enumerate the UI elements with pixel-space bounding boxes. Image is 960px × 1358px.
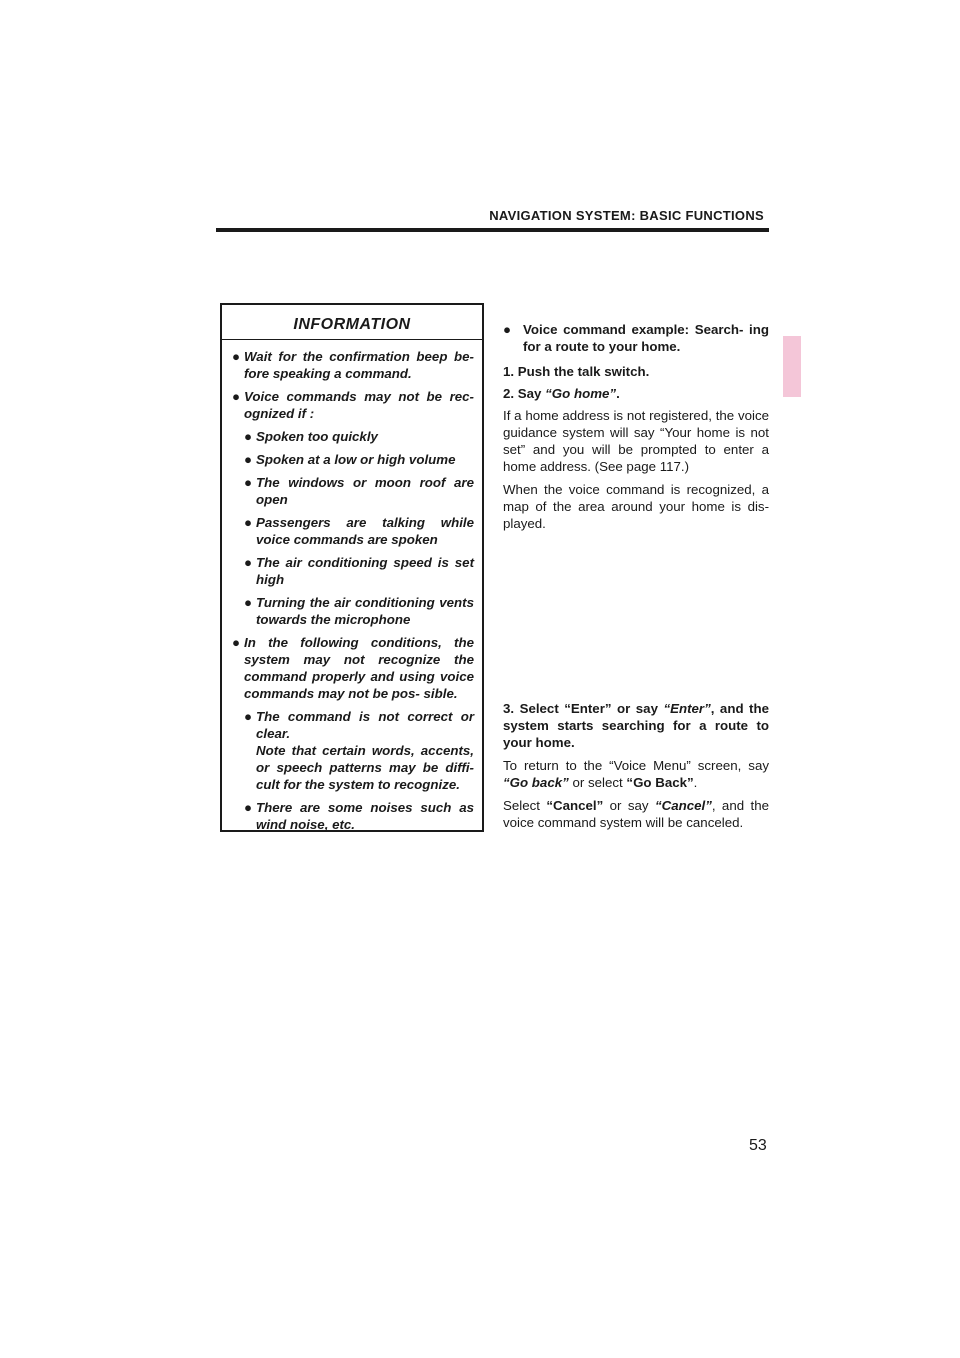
step-2-suffix: . — [616, 386, 620, 401]
bullet-icon: ● — [244, 709, 253, 724]
home-not-set-paragraph: If a home address is not registered, the voice guidance system will say “Your home is not set” and you will be prompted to enter a home address. (See page 117.) — [503, 408, 769, 474]
bullet-icon: ● — [232, 635, 241, 650]
information-title: INFORMATION — [293, 316, 411, 333]
info-subitem-text: Turning the air conditioning vents towards the microphone — [256, 595, 474, 627]
bullet-icon: ● — [503, 322, 512, 337]
recognized-paragraph: When the voice command is recognized, a map of the area around your home is dis- played. — [503, 482, 769, 531]
go-back-mid: or select — [568, 775, 627, 790]
bullet-icon: ● — [244, 452, 253, 467]
info-subitem-text: Passengers are talking while voice commands are spoken — [256, 515, 474, 547]
info-sublist — [244, 428, 474, 628]
step-2 — [503, 385, 769, 402]
step-3-suffix: , and the system starts searching for a route to your home. — [503, 701, 769, 750]
bullet-icon: ● — [244, 515, 253, 530]
step-3-prefix: 3. Select “Enter” or say — [503, 701, 664, 716]
step-2-prefix: 2. Say — [503, 386, 546, 401]
info-note: Note that certain words, accents, or speech patterns may be diffi- cult for the system to recognize. — [256, 743, 474, 792]
example-heading — [503, 321, 769, 355]
go-back-button-label: “Go Back” — [626, 775, 694, 790]
info-subitem-text: Spoken too quickly — [256, 429, 378, 444]
cancel-button-label: “Cancel” — [546, 798, 604, 813]
info-subitem-text: There are some noises such as wind noise, etc. — [256, 800, 474, 832]
cancel-paragraph — [503, 797, 769, 831]
go-back-paragraph — [503, 757, 769, 791]
chapter-tab — [783, 336, 801, 397]
bullet-icon: ● — [244, 475, 253, 490]
go-back-command: “Go back” — [503, 775, 569, 790]
go-back-prefix: To return to the “Voice Menu” screen, say — [503, 758, 769, 773]
go-back-end: . — [693, 775, 698, 790]
info-subitem — [244, 451, 474, 468]
main-column — [503, 321, 769, 837]
information-title-rule — [222, 339, 482, 340]
information-list — [222, 348, 482, 833]
info-item-text: In the following conditions, the system may not recognize the command properly and using voice commands may not be pos- sible. — [244, 635, 474, 701]
info-subitem — [244, 514, 474, 548]
step-2-command: “Go home” — [545, 386, 617, 401]
example-heading-text: Voice command example: Search- ing for a route to your home. — [523, 322, 769, 354]
cancel-prefix: Select — [503, 798, 547, 813]
info-subitem — [244, 554, 474, 588]
info-sublist — [244, 708, 474, 833]
step-1: 1. Push the talk switch. — [503, 364, 650, 379]
cancel-command: “Cancel” — [654, 798, 712, 813]
info-subitem-text: The windows or moon roof are open — [256, 475, 474, 507]
step-3-command: “Enter” — [663, 701, 711, 716]
info-subitem — [244, 428, 474, 445]
cancel-mid: or say — [603, 798, 655, 813]
bullet-icon: ● — [244, 555, 253, 570]
info-item — [232, 348, 474, 382]
bullet-icon: ● — [232, 349, 241, 364]
bullet-icon: ● — [244, 429, 253, 444]
info-subitem-text: Spoken at a low or high volume — [256, 452, 456, 467]
info-subitem-text: The air conditioning speed is set high — [256, 555, 474, 587]
info-subitem — [244, 708, 474, 793]
bullet-icon: ● — [232, 389, 241, 404]
info-subitem — [244, 474, 474, 508]
info-item — [232, 388, 474, 628]
information-box — [220, 303, 484, 832]
section-title: NAVIGATION SYSTEM: BASIC FUNCTIONS — [489, 208, 764, 223]
info-subitem — [244, 799, 474, 833]
info-item-text: Wait for the confirmation beep be- fore speaking a command. — [244, 349, 474, 381]
info-subitem-text: The command is not correct or clear. — [256, 709, 474, 741]
header-rule — [216, 228, 769, 232]
info-item — [232, 634, 474, 833]
bullet-icon: ● — [244, 800, 253, 815]
cancel-end: , and the voice command system will be canceled. — [503, 798, 769, 830]
step-3 — [503, 700, 769, 751]
info-item-text: Voice commands may not be rec- ognized if : — [244, 389, 474, 421]
page-number: 53 — [749, 1137, 767, 1154]
info-subitem — [244, 594, 474, 628]
bullet-icon: ● — [244, 595, 253, 610]
